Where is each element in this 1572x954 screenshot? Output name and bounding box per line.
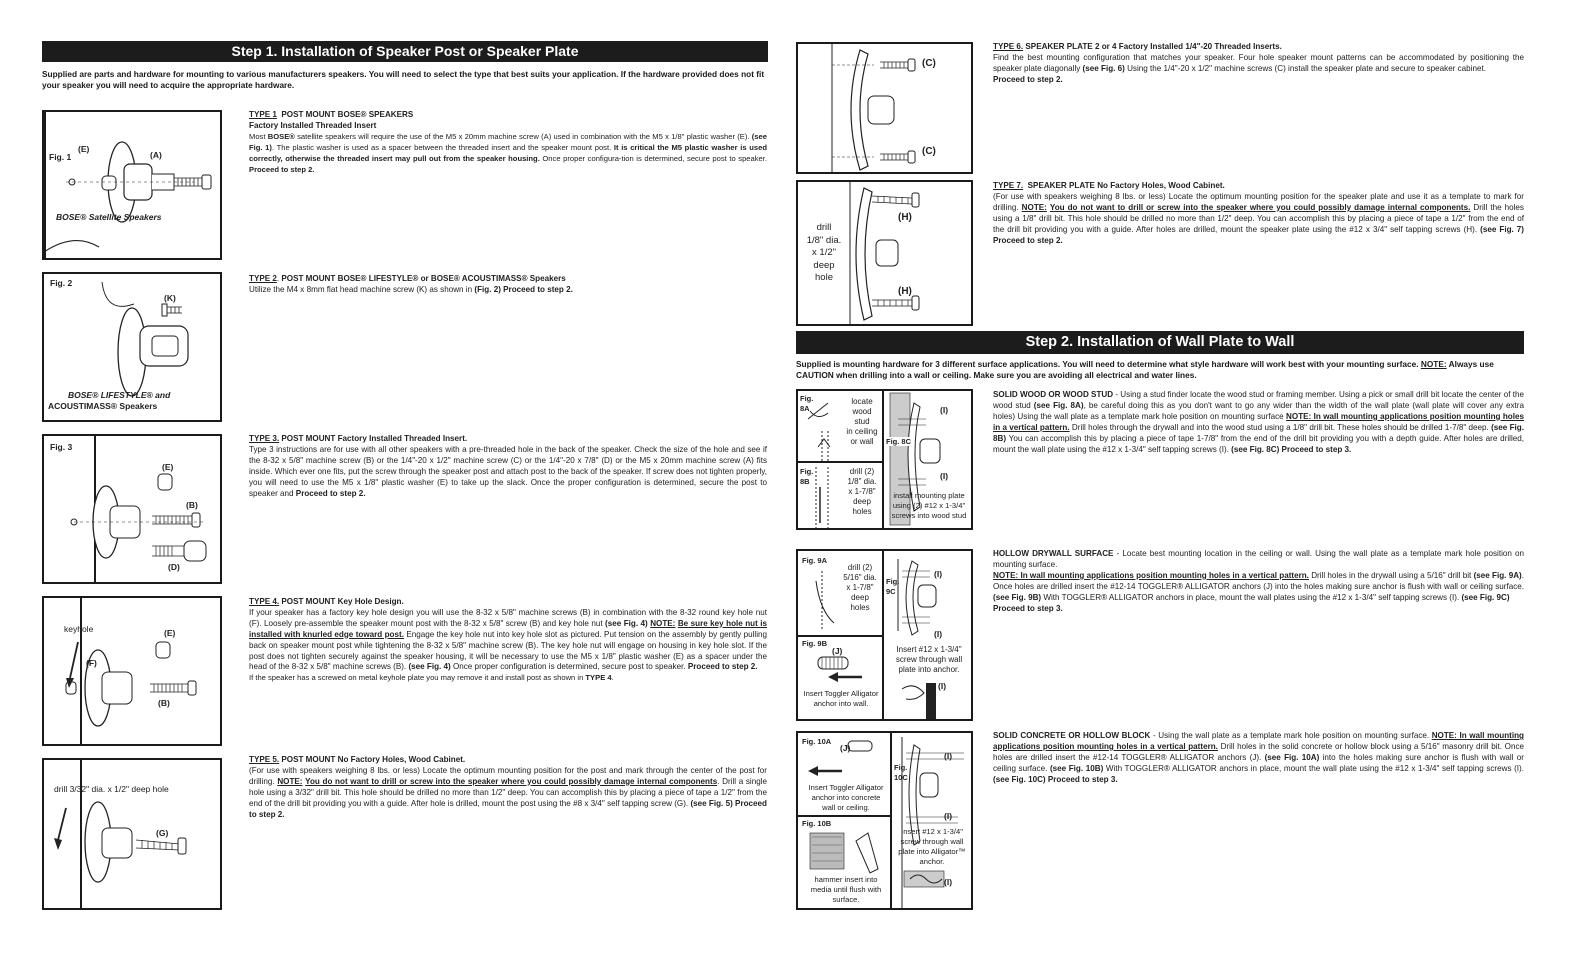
concrete-text <box>993 731 1524 786</box>
fig10b-note-1: hammer insert into <box>814 875 878 884</box>
fig2-part-k: (K) <box>164 293 176 303</box>
fig8a-note-2: wood <box>852 407 872 416</box>
fig9c-note <box>884 645 973 675</box>
concrete-note: NOTE: In wall mounting applications position mounting holes in a vertical pattern. <box>993 731 1524 751</box>
type5-p2b: (see Fig. 5) Proceed to step 2. <box>249 798 767 819</box>
fig9c-part-i3: (I) <box>938 681 947 691</box>
type7-p2b: (see Fig. 7) Proceed to step 2. <box>993 224 1525 245</box>
type6-p3b: Proceed to step 2. <box>993 74 1063 84</box>
fig8c-part-i1: (I) <box>940 405 949 415</box>
fig7-part-h2: (H) <box>898 286 912 297</box>
fig10c-label-1: Fig. <box>894 763 908 772</box>
step1-intro: Supplied are parts and hardware for mounting to various manufacturers speakers. You will need to select the type that best suits your application. If the hardware provided does not fit your speaker you will need to acquire the appropriate hardware. <box>42 69 765 90</box>
figure-3 <box>42 434 222 584</box>
fig10a-label: Fig. 10A <box>802 737 832 746</box>
fig9a-note-1: drill (2) <box>847 563 873 572</box>
figure-9 <box>796 549 973 721</box>
type5-p2: . Drill a single hole using a 3/32" drill bit. This hole should be drilled no more than 1/2" deep. You can accomplish this by placing a piece of tape a 1/2" from the end of the drill bit providing you with a guide. After hole is drilled, mount the post using the #8 x 3/4" self tapping screw (G). <box>249 776 768 808</box>
type2-p1: Utilize the M4 x 8mm flat head machine screw (K) as shown in <box>249 284 475 294</box>
fig4-drawing <box>44 598 222 746</box>
type7-text <box>993 181 1524 246</box>
fig8a-note-1: locate <box>851 397 873 406</box>
fig10a-note-1: Insert Toggler Alligator <box>808 783 884 792</box>
drywall-p4: . Once holes are drilled insert the #12-14 TOGGLER® ALLIGATOR anchors (J) into the holes making sure anchor is flush with wall or ceiling surface. <box>993 570 1524 591</box>
type5-heading-rest: POST MOUNT No Factory Holes, Wood Cabinet. <box>281 755 466 764</box>
fig7-drill-2: 1/8" dia. <box>806 234 842 246</box>
type6-text <box>993 42 1524 86</box>
fig1-drawing <box>44 112 222 260</box>
figure-10 <box>796 731 973 910</box>
fig6-part-c1: (C) <box>922 58 936 69</box>
fig9a-label: Fig. 9A <box>802 556 828 565</box>
fig9c-note-1: Insert #12 x 1-3/4" <box>896 645 962 654</box>
type1-p1b: BOSE® <box>267 131 295 141</box>
type7-p1: (For use with speakers weighing 8 lbs. or less) Locate the optimum mounting position for the speaker plate and use it as a template to mark for drilling. <box>993 191 1524 212</box>
fig5-drawing <box>44 760 222 910</box>
wood-note: NOTE: In wall mounting applications position mounting holes in a vertical pattern. <box>993 411 1524 432</box>
type7-heading-rest: SPEAKER PLATE No Factory Holes, Wood Cabinet. <box>1027 181 1225 190</box>
concrete-p3: into the holes making sure anchor is flush with wall or ceiling surface. <box>993 752 1524 773</box>
fig3-drawing <box>44 436 222 584</box>
type7-heading: TYPE 7. <box>993 181 1024 190</box>
type2-heading: TYPE 2 <box>249 274 277 283</box>
fig9b-note-1: Insert Toggler Alligator <box>803 689 879 698</box>
type1-text <box>249 110 767 175</box>
step2-intro-note: NOTE: <box>1420 359 1447 369</box>
fig9b-note <box>800 689 882 709</box>
fig6-drawing <box>798 44 973 174</box>
fig7-drill-4: deep <box>813 259 835 271</box>
concrete-p2b: (see Fig. 10A) <box>1264 752 1320 762</box>
type7-note-text: You do not want to drill or screw into the speaker where you could possibly damage internal components. <box>1049 202 1471 212</box>
fig1-caption: BOSE® Satellite Speakers <box>56 212 162 222</box>
type3-text <box>249 434 767 499</box>
wood-heading: SOLID WOOD OR WOOD STUD <box>993 390 1114 399</box>
figure-7 <box>796 180 973 326</box>
drywall-p3b: (see Fig. 9A) <box>1473 570 1522 580</box>
fig2-caption-2: ACOUSTIMASS® Speakers <box>48 401 158 411</box>
figure-4 <box>42 596 222 746</box>
type6-p1b: (see Fig. 6) <box>1082 63 1125 73</box>
type4-note-text: Be sure key hole nut is installed with knurled edge toward post. <box>249 618 767 639</box>
type2-heading-rest: POST MOUNT BOSE® LIFESTYLE® or BOSE® ACOUSTIMASS® Speakers <box>281 274 566 283</box>
concrete-p4b: (see Fig. 10C) Proceed to step 3. <box>993 774 1118 784</box>
figure-8 <box>796 389 973 530</box>
fig10c-note-3: plate into Alligator™ <box>898 847 966 856</box>
type4-p3b: Proceed to step 2. <box>687 662 758 672</box>
fig1-part-e: (E) <box>78 144 90 154</box>
type1-p2: satellite speakers will require the use of the M5 x 20mm machine screw (A) used in combination with the M5 x 1/8" plastic washer (E). <box>294 131 752 141</box>
step1-title: Step 1. Installation of Speaker Post or Speaker Plate <box>231 43 579 59</box>
fig10a-note-3: wall or ceiling. <box>822 803 870 812</box>
type1-p2b: (see Fig. 1) <box>249 131 767 152</box>
fig7-part-h1: (H) <box>898 212 912 223</box>
fig10a-note-2: anchor into concrete <box>811 793 881 802</box>
fig10b-note <box>802 875 890 905</box>
type5-heading: TYPE 5. <box>249 755 280 764</box>
step1-title-bar <box>42 41 768 62</box>
fig8b-note <box>842 467 882 517</box>
fig8b-note-4: deep <box>853 497 871 506</box>
fig10c-label-2: 10C <box>894 773 908 782</box>
type3-heading-rest: POST MOUNT Factory Installed Threaded Insert. <box>281 434 468 443</box>
fig10c-note-2: screw through wall <box>900 837 964 846</box>
fig10c-part-i3: (I) <box>944 877 953 887</box>
concrete-p1: - Using the wall plate as a template mark hole position on mounting surface. <box>1150 731 1432 740</box>
wood-p1b: (see Fig. 8A) <box>1033 400 1084 410</box>
type1-p4b: Proceed to step 2. <box>249 164 315 174</box>
fig3-part-d: (D) <box>168 562 180 572</box>
type6-p2: Using the 1/4"-20 x 1/2" machine screws (C) install the speaker plate and secure to speaker cabinet. <box>1124 63 1486 73</box>
fig8c-part-i2: (I) <box>940 471 949 481</box>
type4-p1: If your speaker has a factory key hole design you will use the 8-32 x 5/8" machine screws (B) in combination with the 8-32 round key hole nut (F). Loosely pre-assemble the speaker mount post with the 8-32 x 5/8" screw (B) and key hole nut <box>249 607 767 628</box>
step2-title: Step 2. Installation of Wall Plate to Wall <box>1025 334 1295 350</box>
fig9a-note-4: deep <box>851 593 869 602</box>
type4-text <box>249 597 767 684</box>
fig8b-note-1: drill (2) <box>849 467 875 476</box>
step2-intro <box>796 359 1524 381</box>
fig8c-note-2: using (2) #12 x 1-3/4" <box>892 501 966 510</box>
fig9c-label-2: 9C <box>886 587 896 596</box>
concrete-heading: SOLID CONCRETE OR HOLLOW BLOCK <box>993 731 1151 740</box>
fig9c-note-2: screw through wall <box>895 655 963 664</box>
type5-text <box>249 755 767 820</box>
fig1-label: Fig. 1 <box>49 152 72 162</box>
fig8a-note <box>842 397 882 447</box>
wood-p2: , be careful doing this as you don't want to go any wider than the width of the wall plate (wall plate will cover any extra holes) Using the wall plate as a template mark hole position on mounting surface <box>993 400 1524 421</box>
concrete-p4: With TOGGLER® ALLIGATOR anchors in place, mount the wall plate using the #12 x 1-3/4" self tapping screws (I). <box>1103 763 1524 773</box>
type4-p3: Once proper configuration is determined, secure post to speaker. <box>450 662 688 672</box>
type5-note-text: You do not want to drill or screw into the speaker where you could possibly damage internal components <box>305 776 718 786</box>
fig8a-note-5: or wall <box>850 437 874 446</box>
fig8b-label-2: 8B <box>800 477 810 486</box>
type2-p1b: (Fig. 2) Proceed to step 2. <box>474 284 573 294</box>
figure-5 <box>42 758 222 910</box>
fig10c-note-4: anchor. <box>919 857 945 866</box>
fig4-part-b: (B) <box>158 698 170 708</box>
fig10b-label: Fig. 10B <box>802 819 832 828</box>
wood-p4: You can accomplish this by placing a piece of tape 1-7/8" from the end of the drill bit providing you with a depth guide. After holes are drilled, mount the wall plate using the #12 x 1-3/4" self tapping screws (I). <box>993 433 1524 454</box>
type4-p2b: (see Fig. 4) <box>408 662 451 672</box>
type4-p4: If the speaker has a screwed on metal keyhole plate you may remove it and install post as shown in <box>249 673 586 683</box>
drywall-heading: HOLLOW DRYWALL SURFACE <box>993 549 1114 558</box>
fig3-part-b: (B) <box>186 500 198 510</box>
fig9a-note-3: x 1-7/8" <box>846 583 874 592</box>
fig7-drill-note <box>800 222 848 285</box>
type4-heading: TYPE 4. <box>249 597 280 606</box>
drywall-text <box>993 549 1524 614</box>
fig5-drill-label: drill 3/32" dia. x 1/2" deep hole <box>54 784 169 794</box>
type2-text: TYPE 2. POST MOUNT BOSE® LIFESTYLE® or BOSE® ACOUSTIMASS® Speakers Utilize the M4 x 8mm flat head machine screw (K) as shown in (Fig. 2) Proceed to step 2. <box>249 274 573 294</box>
fig2-label: Fig. 2 <box>50 278 73 288</box>
fig9c-label-1: Fig. <box>886 577 900 586</box>
figure-2 <box>42 272 222 422</box>
fig5-part-g: (G) <box>156 828 169 838</box>
type5-note: NOTE: <box>277 776 303 786</box>
fig7-drill-5: hole <box>815 272 833 283</box>
fig6-part-c2: (C) <box>922 146 936 157</box>
figure-1 <box>42 110 222 260</box>
fig8c-note-3: screws into wood stud <box>891 511 967 520</box>
fig9a-note <box>838 563 882 613</box>
fig8a-note-3: stud <box>854 417 870 426</box>
type3-p1: Type 3 instructions are for use with all other speakers with a pre-threaded hole in the back of the speaker. Check the size of the hole and see if the 8-32 x 5/8" machine screw (B) or the 1/4"-20 x 1/2" machine screw (C) or the 1/4"-20 x 7/8" (D) or the M5 x 20mm machine screw (A) fits inside. Which ever one fits, put the screw through the speaker post and attach post to the back of the speaker. If screw does not tighten properly, you will need to use the M5 x 1/8" plastic washer (E) to take up the slack. Once the proper configuration is determined, secure the post to speaker and <box>249 444 767 498</box>
fig8b-note-3: x 1-7/8" <box>848 487 876 496</box>
fig9a-note-5: holes <box>850 603 870 612</box>
fig10a-part-j: (J) <box>840 743 851 753</box>
type6-heading: TYPE 6. <box>993 42 1024 51</box>
type6-heading-rest: SPEAKER PLATE 2 or 4 Factory Installed 1/4"-20 Threaded Inserts. <box>1025 42 1282 51</box>
concrete-p3b: (see Fig. 10B) <box>1049 763 1104 773</box>
type3-heading: TYPE 3. <box>249 434 280 443</box>
drywall-p3: Drill holes in the drywall using a 5/16" drill bit <box>1308 570 1474 580</box>
drywall-note: NOTE: In wall mounting applications position mounting holes in a vertical pattern. <box>993 570 1309 580</box>
type1-sub: Factory Installed Threaded Insert <box>249 120 377 130</box>
type6-p1: Find the best mounting configuration that matches your speaker. Four hole speaker mount patterns can be accommodated by positioning the speaker plate diagonally <box>993 52 1524 73</box>
fig8a-label-1: Fig. <box>800 394 814 403</box>
fig1-part-a: (A) <box>150 150 162 160</box>
wood-p1: - Using a stud finder locate the wood stud or framing member. Using a pick or small drill bit locate the center of the wood stud <box>993 390 1524 410</box>
type1-heading: TYPE 1 <box>249 110 277 119</box>
figure-6 <box>796 42 973 174</box>
wood-p4b: (see Fig. 8C) Proceed to step 3. <box>1231 444 1352 454</box>
type7-note: NOTE: <box>1021 202 1047 212</box>
drywall-p4b: (see Fig. 9B) <box>993 592 1042 602</box>
type4-note: NOTE: <box>650 618 676 628</box>
fig8a-note-4: in ceiling <box>846 427 878 436</box>
fig10c-note-1: Insert #12 x 1-3/4" <box>901 827 963 836</box>
type4-p4b: TYPE 4 <box>585 673 612 683</box>
type3-p1b: Proceed to step 2. <box>295 488 366 498</box>
fig9c-note-3: plate into anchor. <box>898 665 960 674</box>
drywall-p5: With TOGGLER® ALLIGATOR anchors in place, mount the wall plates using the #12 x 1-3/4" self tapping screws (I). <box>1041 592 1462 602</box>
wood-p3b: (see Fig. 8B) <box>993 422 1524 443</box>
type1-p1: Most <box>249 131 268 141</box>
fig3-label: Fig. 3 <box>50 442 73 452</box>
fig10c-part-i1: (I) <box>944 751 953 761</box>
fig8c-label: Fig. 8C <box>886 437 912 446</box>
concrete-p2: Drill holes in the solid concrete or hollow block using a 5/16" masonry drill bit. Once holes are drilled insert the #12-14 TOGGLER® ALLIGATOR anchors (J). <box>993 741 1525 762</box>
fig9b-part-j: (J) <box>832 646 843 656</box>
type4-p2: Engage the key hole nut into key hole slot as pictured. Put tension on the assembly by gently pulling back on speaker mount post while tightening the 8-32 x 5/8" machine screw (B). The key hole nut will engage on housing in key hole slot. If the post does not tighten securely against the speaker housing, it will be necessary to use the M5 x 1/8" plastic washer (E) as a spacer under the head of the 8-32 x 5/8" machine screws (B). <box>249 629 767 672</box>
type1-p3b: It is critical the M5 plastic washer is used correctly, otherwise the threaded insert may pull out from the speaker housing. <box>249 142 768 163</box>
step2-intro-1: Supplied is mounting hardware for 3 different surface applications. You will need to determine what style hardware will work best with your mounting surface. <box>796 359 1421 369</box>
fig9c-part-i2: (I) <box>934 629 943 639</box>
drywall-p6b: Proceed to step 3. <box>993 603 1063 613</box>
wood-p3: Drill holes through the drywall and into the wood stud using a 1/8" drill bit. These holes should be drilled 1-7/8" deep. <box>1069 422 1492 432</box>
fig8b-note-5: holes <box>852 507 872 516</box>
type4-p1b: (see Fig. 4) <box>605 618 648 628</box>
fig2-caption-1: BOSE® LIFESTYLE® and <box>68 390 171 400</box>
fig8b-label-1: Fig. <box>800 467 814 476</box>
fig8c-note-1: install mounting plate <box>893 491 965 500</box>
step2-title-bar <box>796 331 1524 354</box>
fig10c-note <box>890 827 973 867</box>
fig4-keyhole-label: keyhole <box>64 624 94 634</box>
fig7-drill-3: x 1/2" <box>812 247 836 258</box>
fig9b-label: Fig. 9B <box>802 639 828 648</box>
type1-p3: . The plastic washer is used as a spacer between the threaded insert and the speaker mount post. <box>271 142 614 152</box>
fig10b-note-2: media until flush with <box>810 885 882 894</box>
fig10b-note-3: surface. <box>832 895 860 904</box>
fig8a-label-2: 8A <box>800 404 810 413</box>
type7-p2: Drill the holes using a 1/8" drill bit. This hole should be drilled no more than 1/2" deep. You can accomplish this by placing a piece of tape a 1/2" from the end of the drill bit providing you with a guide. After holes are drilled, mount the speaker plate using the #12 x 3/4" self tapping screws (H). <box>993 202 1524 234</box>
fig9b-note-2: anchor into wall. <box>813 699 869 708</box>
type1-p4: Once proper configura-tion is determined, secure post to speaker. <box>539 153 767 163</box>
fig7-drill-1: drill <box>816 222 832 233</box>
wood-text <box>993 390 1524 455</box>
fig10c-part-i2: (I) <box>944 811 953 821</box>
fig3-part-e: (E) <box>162 462 174 472</box>
step2-intro-2: Always use CAUTION when drilling into a wall or ceiling. Make sure you are avoiding all electrical and water lines. <box>796 359 1494 380</box>
fig8c-note <box>884 491 973 521</box>
fig9a-note-2: 5/16" dia. <box>843 573 877 582</box>
drywall-p5b: (see Fig. 9C) <box>1461 592 1510 602</box>
type1-heading-rest: POST MOUNT BOSE® SPEAKERS <box>281 110 414 119</box>
fig8b-note-2: 1/8" dia. <box>847 477 877 486</box>
fig10a-note <box>802 783 890 813</box>
fig9c-part-i1: (I) <box>934 569 943 579</box>
fig4-part-f: (F) <box>86 658 97 668</box>
drywall-p1: - Locate best mounting location in the ceiling or wall. Using the wall plate as a template mark hole position on mounting surface. <box>993 549 1524 569</box>
type5-p1: (For use with speakers weighing 8 lbs. or less) Locate the optimum mounting position for the post and mark through the center of the post for drilling. <box>249 765 767 786</box>
type4-p4e: . <box>611 673 614 683</box>
fig4-part-e: (E) <box>164 628 176 638</box>
type4-heading-rest: POST MOUNT Key Hole Design. <box>281 597 404 606</box>
